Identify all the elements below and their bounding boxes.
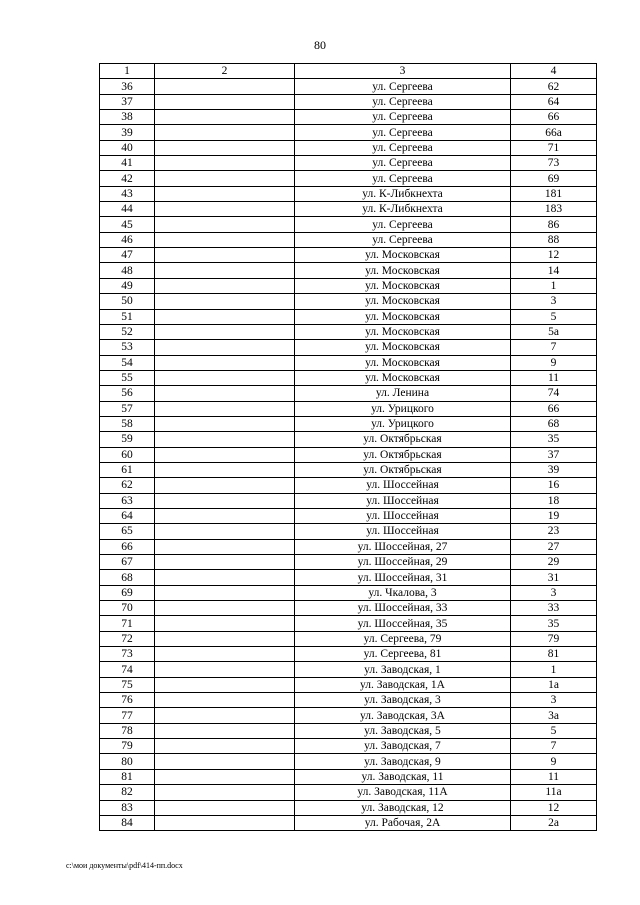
row-number-cell: 58 [100,416,155,431]
row-empty-cell [155,156,295,171]
row-number-cell: 50 [100,294,155,309]
row-number-cell: 62 [100,478,155,493]
street-address-cell: ул. Сергеева, 81 [295,647,511,662]
row-number-cell: 39 [100,125,155,140]
house-number-cell: 16 [511,478,597,493]
row-number-cell: 68 [100,570,155,585]
street-address-cell: ул. Шоссейная, 29 [295,555,511,570]
street-address-cell: ул. Заводская, 9 [295,754,511,769]
row-number-cell: 61 [100,462,155,477]
street-address-cell: ул. Заводская, 3А [295,708,511,723]
column-header-2: 2 [155,64,295,79]
street-address-cell: ул. Октябрьская [295,462,511,477]
page-number: 80 [314,38,326,52]
row-empty-cell [155,800,295,815]
row-empty-cell [155,447,295,462]
row-number-cell: 42 [100,171,155,186]
house-number-cell: 183 [511,202,597,217]
house-number-cell: 3 [511,693,597,708]
house-number-cell: 1 [511,278,597,293]
table-row [100,555,597,570]
table-row [100,309,597,324]
house-number-cell: 3а [511,708,597,723]
table-row [100,171,597,186]
street-address-cell: ул. Заводская, 11 [295,769,511,784]
house-number-cell: 29 [511,555,597,570]
street-address-cell: ул. Заводская, 12 [295,800,511,815]
street-address-cell: ул. Московская [295,324,511,339]
row-empty-cell [155,677,295,692]
row-number-cell: 63 [100,493,155,508]
table-row [100,631,597,646]
street-address-cell: ул. Заводская, 1А [295,677,511,692]
row-number-cell: 52 [100,324,155,339]
table-row [100,156,597,171]
house-number-cell: 5а [511,324,597,339]
row-number-cell: 81 [100,769,155,784]
house-number-cell: 19 [511,508,597,523]
street-address-cell: ул. Ленина [295,386,511,401]
row-number-cell: 48 [100,263,155,278]
street-address-cell: ул. Октябрьская [295,447,511,462]
row-number-cell: 65 [100,524,155,539]
street-address-cell: ул. Шоссейная [295,493,511,508]
street-address-cell: ул. Сергеева [295,79,511,94]
table-row [100,202,597,217]
street-address-cell: ул. Заводская, 3 [295,693,511,708]
row-number-cell: 43 [100,186,155,201]
row-number-cell: 37 [100,94,155,109]
house-number-cell: 33 [511,601,597,616]
row-empty-cell [155,693,295,708]
row-empty-cell [155,386,295,401]
row-number-cell: 82 [100,785,155,800]
row-empty-cell [155,478,295,493]
table-row [100,662,597,677]
table-row [100,263,597,278]
row-empty-cell [155,739,295,754]
row-number-cell: 55 [100,370,155,385]
table-row [100,186,597,201]
table-row [100,324,597,339]
table-row [100,340,597,355]
table-row [100,739,597,754]
table-row [100,693,597,708]
street-address-cell: ул. К-Либкнехта [295,186,511,201]
row-empty-cell [155,769,295,784]
street-address-cell: ул. Сергеева [295,171,511,186]
row-empty-cell [155,202,295,217]
street-address-cell: ул. Чкалова, 3 [295,585,511,600]
row-number-cell: 83 [100,800,155,815]
street-address-cell: ул. Московская [295,248,511,263]
row-empty-cell [155,555,295,570]
street-address-cell: ул. Шоссейная, 35 [295,616,511,631]
row-number-cell: 77 [100,708,155,723]
street-address-cell: ул. К-Либкнехта [295,202,511,217]
house-number-cell: 81 [511,647,597,662]
table-row [100,447,597,462]
row-number-cell: 75 [100,677,155,692]
address-table [99,63,597,831]
table-row [100,754,597,769]
table-row [100,386,597,401]
table-row [100,708,597,723]
house-number-cell: 12 [511,800,597,815]
table-row [100,217,597,232]
street-address-cell: ул. Октябрьская [295,432,511,447]
row-number-cell: 79 [100,739,155,754]
row-number-cell: 72 [100,631,155,646]
street-address-cell: ул. Шоссейная, 33 [295,601,511,616]
row-empty-cell [155,462,295,477]
table-row [100,401,597,416]
row-empty-cell [155,232,295,247]
house-number-cell: 31 [511,570,597,585]
street-address-cell: ул. Сергеева [295,110,511,125]
table-row [100,416,597,431]
table-row [100,723,597,738]
row-empty-cell [155,370,295,385]
row-empty-cell [155,217,295,232]
row-empty-cell [155,248,295,263]
house-number-cell: 79 [511,631,597,646]
row-number-cell: 66 [100,539,155,554]
house-number-cell: 1 [511,662,597,677]
row-empty-cell [155,708,295,723]
row-empty-cell [155,278,295,293]
street-address-cell: ул. Рабочая, 2А [295,815,511,830]
row-number-cell: 80 [100,754,155,769]
table-row [100,677,597,692]
house-number-cell: 9 [511,754,597,769]
house-number-cell: 12 [511,248,597,263]
house-number-cell: 37 [511,447,597,462]
row-empty-cell [155,125,295,140]
table-row [100,294,597,309]
street-address-cell: ул. Шоссейная [295,524,511,539]
row-number-cell: 74 [100,662,155,677]
row-number-cell: 70 [100,601,155,616]
house-number-cell: 7 [511,340,597,355]
row-number-cell: 57 [100,401,155,416]
table-row [100,785,597,800]
row-empty-cell [155,416,295,431]
row-empty-cell [155,186,295,201]
row-empty-cell [155,432,295,447]
house-number-cell: 66 [511,401,597,416]
street-address-cell: ул. Шоссейная, 31 [295,570,511,585]
street-address-cell: ул. Сергеева [295,156,511,171]
column-header-4: 4 [511,64,597,79]
street-address-cell: ул. Московская [295,370,511,385]
house-number-cell: 64 [511,94,597,109]
street-address-cell: ул. Сергеева [295,94,511,109]
street-address-cell: ул. Сергеева, 79 [295,631,511,646]
row-empty-cell [155,94,295,109]
street-address-cell: ул. Заводская, 1 [295,662,511,677]
street-address-cell: ул. Шоссейная [295,508,511,523]
house-number-cell: 71 [511,140,597,155]
row-empty-cell [155,647,295,662]
table-row [100,601,597,616]
house-number-cell: 5 [511,723,597,738]
table-row [100,524,597,539]
house-number-cell: 7 [511,739,597,754]
table-row [100,493,597,508]
house-number-cell: 74 [511,386,597,401]
row-empty-cell [155,355,295,370]
house-number-cell: 27 [511,539,597,554]
row-number-cell: 46 [100,232,155,247]
row-number-cell: 53 [100,340,155,355]
row-empty-cell [155,508,295,523]
row-empty-cell [155,324,295,339]
row-empty-cell [155,585,295,600]
house-number-cell: 35 [511,616,597,631]
street-address-cell: ул. Сергеева [295,217,511,232]
row-empty-cell [155,110,295,125]
table-body [100,79,597,831]
row-empty-cell [155,570,295,585]
table-row [100,508,597,523]
street-address-cell: ул. Шоссейная, 27 [295,539,511,554]
row-number-cell: 78 [100,723,155,738]
row-empty-cell [155,815,295,830]
row-empty-cell [155,524,295,539]
row-number-cell: 41 [100,156,155,171]
house-number-cell: 66 [511,110,597,125]
table-row [100,539,597,554]
row-number-cell: 44 [100,202,155,217]
street-address-cell: ул. Сергеева [295,125,511,140]
house-number-cell: 14 [511,263,597,278]
street-address-cell: ул. Урицкого [295,416,511,431]
house-number-cell: 3 [511,294,597,309]
row-empty-cell [155,263,295,278]
row-number-cell: 60 [100,447,155,462]
row-number-cell: 84 [100,815,155,830]
table-row [100,94,597,109]
row-empty-cell [155,601,295,616]
table-row [100,125,597,140]
table-row [100,815,597,830]
street-address-cell: ул. Московская [295,309,511,324]
house-number-cell: 68 [511,416,597,431]
street-address-cell: ул. Заводская, 11А [295,785,511,800]
row-empty-cell [155,723,295,738]
row-number-cell: 71 [100,616,155,631]
house-number-cell: 181 [511,186,597,201]
house-number-cell: 1а [511,677,597,692]
house-number-cell: 88 [511,232,597,247]
row-empty-cell [155,140,295,155]
row-empty-cell [155,754,295,769]
table-row [100,570,597,585]
row-empty-cell [155,309,295,324]
house-number-cell: 2а [511,815,597,830]
street-address-cell: ул. Московская [295,263,511,278]
row-empty-cell [155,616,295,631]
house-number-cell: 18 [511,493,597,508]
row-number-cell: 40 [100,140,155,155]
street-address-cell: ул. Сергеева [295,232,511,247]
house-number-cell: 11 [511,370,597,385]
table-row [100,585,597,600]
table-row [100,140,597,155]
house-number-cell: 66а [511,125,597,140]
table-row [100,248,597,263]
house-number-cell: 62 [511,79,597,94]
row-empty-cell [155,294,295,309]
row-number-cell: 45 [100,217,155,232]
table-row [100,616,597,631]
house-number-cell: 11 [511,769,597,784]
row-number-cell: 69 [100,585,155,600]
row-number-cell: 56 [100,386,155,401]
house-number-cell: 3 [511,585,597,600]
table-row [100,800,597,815]
street-address-cell: ул. Московская [295,340,511,355]
house-number-cell: 9 [511,355,597,370]
table-row [100,647,597,662]
street-address-cell: ул. Московская [295,355,511,370]
table-row [100,355,597,370]
house-number-cell: 73 [511,156,597,171]
street-address-cell: ул. Урицкого [295,401,511,416]
row-number-cell: 36 [100,79,155,94]
table-row [100,462,597,477]
row-empty-cell [155,785,295,800]
street-address-cell: ул. Заводская, 7 [295,739,511,754]
table-row [100,370,597,385]
house-number-cell: 11а [511,785,597,800]
column-header-1: 1 [100,64,155,79]
column-header-3: 3 [295,64,511,79]
table-row [100,432,597,447]
table-row [100,278,597,293]
table-header-row [100,64,597,79]
house-number-cell: 5 [511,309,597,324]
row-number-cell: 59 [100,432,155,447]
house-number-cell: 86 [511,217,597,232]
street-address-cell: ул. Заводская, 5 [295,723,511,738]
row-empty-cell [155,79,295,94]
row-number-cell: 54 [100,355,155,370]
street-address-cell: ул. Московская [295,278,511,293]
table-row [100,769,597,784]
row-empty-cell [155,662,295,677]
row-empty-cell [155,493,295,508]
row-number-cell: 38 [100,110,155,125]
table-row [100,232,597,247]
house-number-cell: 23 [511,524,597,539]
street-address-cell: ул. Московская [295,294,511,309]
table-row [100,79,597,94]
house-number-cell: 39 [511,462,597,477]
street-address-cell: ул. Сергеева [295,140,511,155]
street-address-cell: ул. Шоссейная [295,478,511,493]
row-empty-cell [155,539,295,554]
row-number-cell: 47 [100,248,155,263]
row-number-cell: 49 [100,278,155,293]
row-empty-cell [155,171,295,186]
row-empty-cell [155,631,295,646]
row-number-cell: 51 [100,309,155,324]
table-row [100,478,597,493]
file-path-footer: c:\мои документы\pdf\414-пп.docx [66,861,183,870]
house-number-cell: 69 [511,171,597,186]
house-number-cell: 35 [511,432,597,447]
table-row [100,110,597,125]
row-number-cell: 64 [100,508,155,523]
row-empty-cell [155,401,295,416]
row-empty-cell [155,340,295,355]
row-number-cell: 76 [100,693,155,708]
row-number-cell: 67 [100,555,155,570]
row-number-cell: 73 [100,647,155,662]
